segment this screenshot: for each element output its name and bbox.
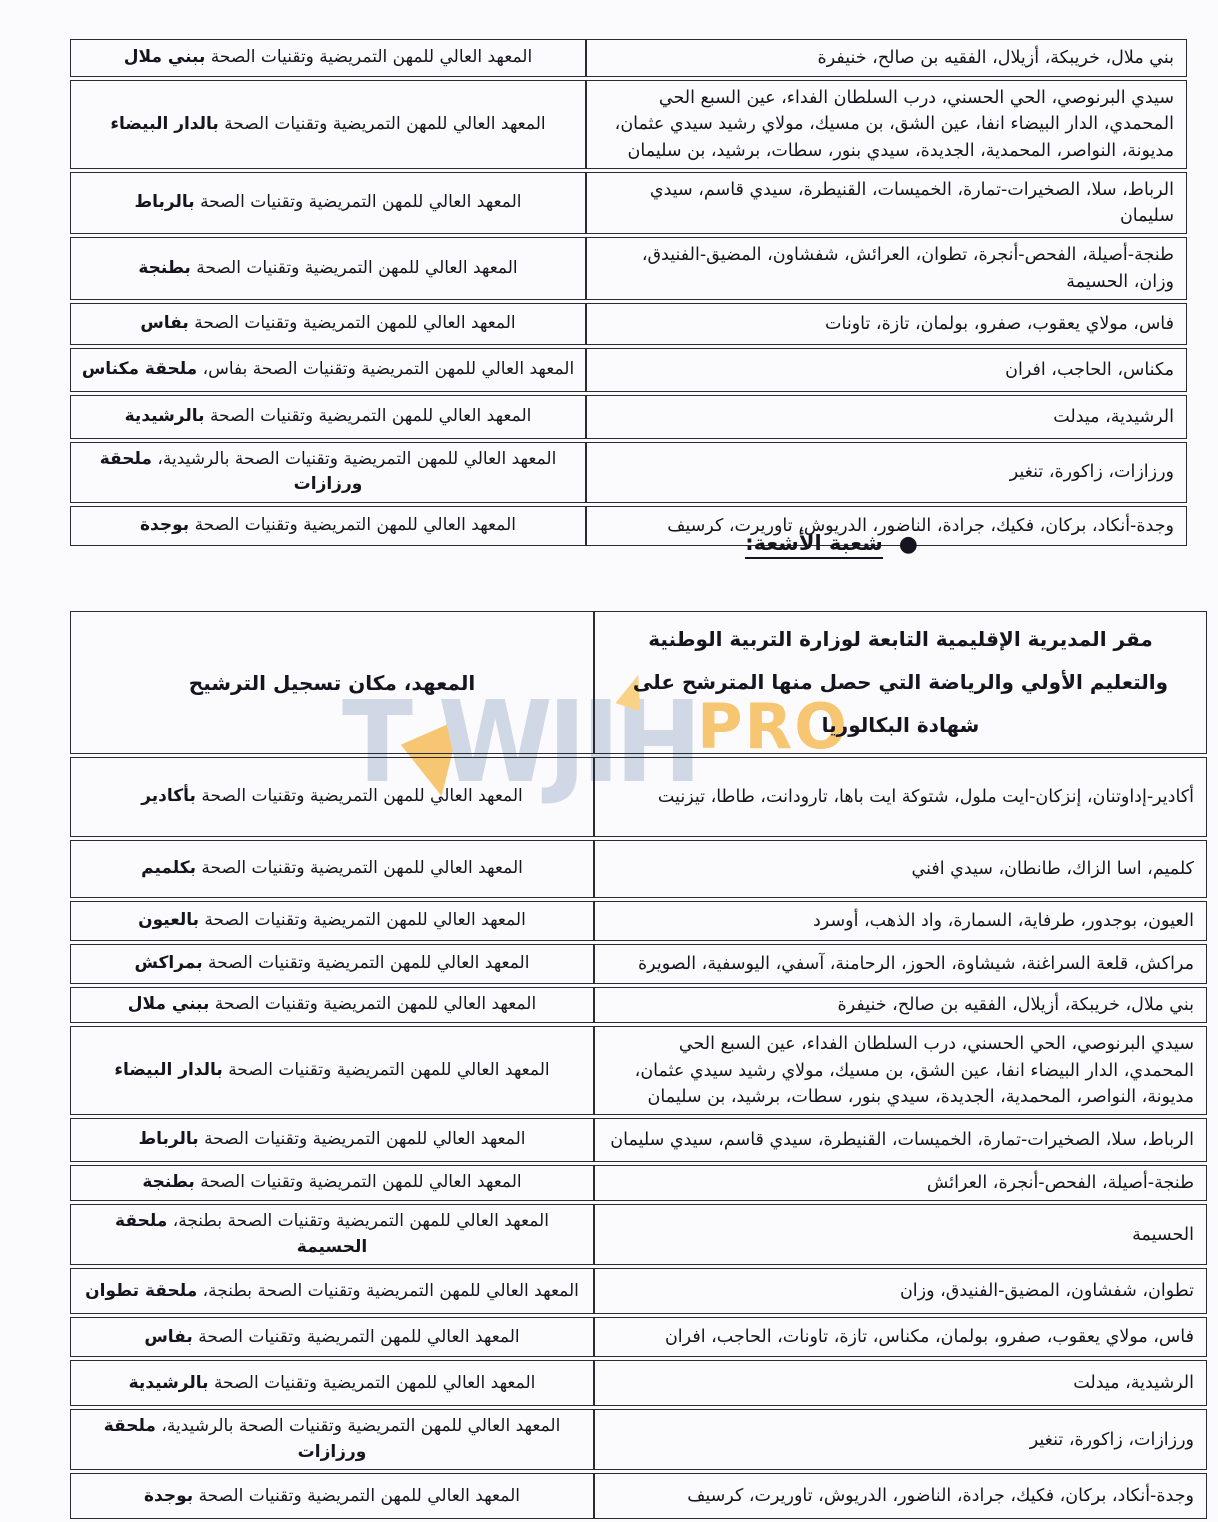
institute-name: المعهد العالي للمهن التمريضية وتقنيات الصحة xyxy=(198,1326,520,1347)
directorate-cities-cell: طنجة-أصيلة، الفحص-أنجرة، تطوان، العرائش، شفشاون، المضيق-الفنيدق، وزان، الحسيمة xyxy=(586,237,1187,300)
institute-cell xyxy=(70,987,594,1023)
directorate-cities-cell: بني ملال، خريبكة، أزيلال، الفقيه بن صالح، خنيفرة xyxy=(594,987,1207,1023)
institute-cell xyxy=(70,840,594,898)
institute-name: المعهد العالي للمهن التمريضية وتقنيات الصحة بطنجة، xyxy=(202,1280,579,1301)
institute-cell xyxy=(70,944,594,984)
institute-name: المعهد العالي للمهن التمريضية وتقنيات الصحة xyxy=(224,113,546,134)
institute-location: بوجدة xyxy=(140,515,190,535)
table-row xyxy=(70,506,1187,546)
institute-cell xyxy=(70,1409,594,1470)
table-row xyxy=(70,987,1207,1023)
institute-location: ببني ملال xyxy=(123,47,206,68)
institute-location: بالرشيدية xyxy=(124,406,205,426)
institute-name: المعهد العالي للمهن التمريضية وتقنيات الصحة xyxy=(201,858,523,879)
institute-cell xyxy=(70,1118,594,1162)
institute-name: المعهد العالي للمهن التمريضية وتقنيات الصحة xyxy=(194,313,516,333)
directorate-cities-cell: وجدة-أنكاد، بركان، فكيك، جرادة، الناضور، الدريوش، تاوريرت، كرسيف xyxy=(586,506,1187,546)
institute-location: بالعيون xyxy=(138,910,199,931)
directorate-cities-cell: أكادير-إداوتنان، إنزكان-ايت ملول، شتوكة ايت باها، تارودانت، طاطا، تيزنيت xyxy=(594,757,1207,837)
institute-cell xyxy=(70,39,586,77)
directorate-cities-cell: الرشيدية، ميدلت xyxy=(594,1360,1207,1406)
institute-name: المعهد العالي للمهن التمريضية وتقنيات الصحة xyxy=(198,1485,520,1506)
table-row xyxy=(70,1360,1207,1406)
directorate-cities-cell: مراكش، قلعة السراغنة، شيشاوة، الحوز، الرحامنة، آسفي، اليوسفية، الصويرة xyxy=(594,944,1207,984)
institute-name: المعهد العالي للمهن التمريضية وتقنيات الصحة xyxy=(208,953,530,974)
table-row xyxy=(70,1118,1207,1162)
institute-name: المعهد العالي للمهن التمريضية وتقنيات الصحة xyxy=(204,910,526,931)
institute-location: بأكادير xyxy=(141,786,196,807)
directorate-cities-cell: ورزازات، زاكورة، تنغير xyxy=(594,1409,1207,1470)
table-row xyxy=(70,1409,1207,1470)
institute-location: بفاس xyxy=(144,1326,193,1347)
directorate-cities-cell: مكناس، الحاجب، افران xyxy=(586,348,1187,392)
table-row xyxy=(70,1165,1207,1201)
institute-location: بالرباط xyxy=(134,192,195,213)
table-row xyxy=(70,901,1207,941)
institute-cell xyxy=(70,506,586,546)
table-header-row xyxy=(70,611,1207,754)
section-heading-label: شعبة الأشعة: xyxy=(745,531,883,559)
directorate-cities-cell: سيدي البرنوصي، الحي الحسني، درب السلطان الفداء، عين السبع الحي المحمدي، الدار البيضاء انفا، عين الشق، بن مسيك، مولاي رشيد سيدي عثمان، مديونة، النواصر، المحمدية، الجديدة، سيدي بنور، سطات، برشيد، بن سليمان xyxy=(586,80,1187,169)
institute-cell xyxy=(70,237,586,300)
institute-name: المعهد العالي للمهن التمريضية وتقنيات الصحة xyxy=(228,1059,550,1080)
institute-column-header: المعهد، مكان تسجيل الترشيح xyxy=(70,611,594,754)
institute-location: ملحقة مكناس xyxy=(81,359,198,379)
institute-location: بطنجة xyxy=(142,1172,195,1193)
institute-location: بالدار البيضاء xyxy=(110,113,219,134)
directorate-cities-cell: فاس، مولاي يعقوب، صفرو، بولمان، مكناس، تازة، تاونات، الحاجب، افران xyxy=(594,1317,1207,1357)
institute-name: المعهد العالي للمهن التمريضية وتقنيات الصحة xyxy=(194,515,516,535)
institute-cell xyxy=(70,1204,594,1265)
institute-name: المعهد العالي للمهن التمريضية وتقنيات الصحة xyxy=(200,1172,522,1193)
table-row xyxy=(70,1204,1207,1265)
institute-name: المعهد العالي للمهن التمريضية وتقنيات الصحة xyxy=(200,192,522,213)
institute-name: المعهد العالي للمهن التمريضية وتقنيات الصحة xyxy=(214,994,537,1015)
institute-location: بالرشيدية xyxy=(128,1372,209,1393)
institute-name: المعهد العالي للمهن التمريضية وتقنيات الصحة xyxy=(210,47,533,68)
radiology-institutes-table xyxy=(70,608,1207,1522)
institute-name: المعهد العالي للمهن التمريضية وتقنيات الصحة xyxy=(196,257,518,278)
watermark-letters-wjih: WJIH xyxy=(437,676,698,808)
table-row xyxy=(70,442,1187,503)
institute-location: بفاس xyxy=(140,313,189,333)
table-row xyxy=(70,237,1187,300)
bullet-icon: ● xyxy=(898,532,918,557)
institute-location: ملحقة ورزازات xyxy=(103,1416,367,1462)
institute-cell xyxy=(70,1317,594,1357)
institute-cell xyxy=(70,395,586,439)
institute-cell xyxy=(70,442,586,503)
institute-location: بمراكش xyxy=(134,953,203,974)
directorate-column-header: مقر المديرية الإقليمية التابعة لوزارة التربية الوطنية والتعليم الأولي والرياضة التي حصل منها المترشح على شهادة البكالوريا xyxy=(594,611,1207,754)
institute-name: المعهد العالي للمهن التمريضية وتقنيات الصحة xyxy=(201,786,523,807)
directorate-cities-cell: الحسيمة xyxy=(594,1204,1207,1265)
table-row xyxy=(70,944,1207,984)
institute-name: المعهد العالي للمهن التمريضية وتقنيات الصحة xyxy=(209,406,532,426)
institute-location: ملحقة ورزازات xyxy=(99,448,363,495)
institute-cell xyxy=(70,757,594,837)
directorate-cities-cell: وجدة-أنكاد، بركان، فكيك، جرادة، الناضور، الدريوش، تاوريرت، كرسيف xyxy=(594,1473,1207,1519)
directorate-cities-cell: الرباط، سلا، الصخيرات-تمارة، الخميسات، القنيطرة، سيدي قاسم، سيدي سليمان xyxy=(594,1118,1207,1162)
directorate-cities-cell: سيدي البرنوصي، الحي الحسني، درب السلطان الفداء، عين السبع الحي المحمدي، الدار البيضاء انفا، عين الشق، بن مسيك، مولاي رشيد سيدي عثمان، مديونة، النواصر، المحمدية، الجديدة، سيدي بنور، سطات، برشيد، بن سليمان xyxy=(594,1026,1207,1115)
institute-name: المعهد العالي للمهن التمريضية وتقنيات الصحة xyxy=(204,1129,526,1150)
institute-cell xyxy=(70,1026,594,1115)
institute-name: المعهد العالي للمهن التمريضية وتقنيات الصحة بفاس، xyxy=(202,359,575,379)
directorate-cities-cell: العيون، بوجدور، طرفاية، السمارة، واد الذهب، أوسرد xyxy=(594,901,1207,941)
table-row xyxy=(70,757,1207,837)
directorate-cities-cell: الرشيدية، ميدلت xyxy=(586,395,1187,439)
institute-cell xyxy=(70,80,586,169)
institutes-table-top xyxy=(70,36,1187,549)
institute-location: بطنجة xyxy=(138,257,191,278)
directorate-cities-cell: ورزازات، زاكورة، تنغير xyxy=(586,442,1187,503)
directorate-cities-cell: فاس، مولاي يعقوب، صفرو، بولمان، تازة، تاونات xyxy=(586,303,1187,345)
institute-name: المعهد العالي للمهن التمريضية وتقنيات الصحة بالرشيدية، xyxy=(161,1416,561,1437)
institute-cell xyxy=(70,303,586,345)
directorate-cities-cell: بني ملال، خريبكة، أزيلال، الفقيه بن صالح، خنيفرة xyxy=(586,39,1187,77)
table-row xyxy=(70,840,1207,898)
institute-cell xyxy=(70,172,586,235)
table-row xyxy=(70,395,1187,439)
table-row xyxy=(70,1026,1207,1115)
institute-cell xyxy=(70,1165,594,1201)
table-row xyxy=(70,39,1187,77)
table-row xyxy=(70,1317,1207,1357)
directorate-cities-cell: الرباط، سلا، الصخيرات-تمارة، الخميسات، القنيطرة، سيدي قاسم، سيدي سليمان xyxy=(586,172,1187,235)
section-heading-radiology xyxy=(745,531,918,559)
institute-name: المعهد العالي للمهن التمريضية وتقنيات الصحة بطنجة، xyxy=(172,1211,549,1232)
table-row xyxy=(70,1473,1207,1519)
institute-location: ملحقة تطوان xyxy=(85,1280,198,1301)
directorate-cities-cell: كلميم، اسا الزاك، طانطان، سيدي افني xyxy=(594,840,1207,898)
institute-location: بالدار البيضاء xyxy=(114,1059,223,1080)
institute-location: ببني ملال xyxy=(127,994,210,1015)
directorate-cities-cell: طنجة-أصيلة، الفحص-أنجرة، العرائش xyxy=(594,1165,1207,1201)
directorate-cities-cell: تطوان، شفشاون، المضيق-الفنيدق، وزان xyxy=(594,1268,1207,1314)
institute-cell xyxy=(70,1360,594,1406)
institute-cell xyxy=(70,1473,594,1519)
table-row xyxy=(70,1268,1207,1314)
institute-cell xyxy=(70,901,594,941)
watermark-letter-t: T xyxy=(342,676,408,808)
institute-name: المعهد العالي للمهن التمريضية وتقنيات الصحة بالرشيدية، xyxy=(157,448,557,469)
table-row xyxy=(70,348,1187,392)
institute-location: بوجدة xyxy=(144,1485,194,1506)
watermark-pro-label: PRO xyxy=(697,689,849,763)
institute-name: المعهد العالي للمهن التمريضية وتقنيات الصحة xyxy=(213,1372,536,1393)
table-row xyxy=(70,303,1187,345)
institute-cell xyxy=(70,348,586,392)
institute-location: بالرباط xyxy=(138,1129,199,1150)
table-row xyxy=(70,172,1187,235)
table-row xyxy=(70,80,1187,169)
institute-location: ملحقة الحسيمة xyxy=(115,1211,368,1257)
institute-location: بكلميم xyxy=(141,858,197,879)
institute-cell xyxy=(70,1268,594,1314)
